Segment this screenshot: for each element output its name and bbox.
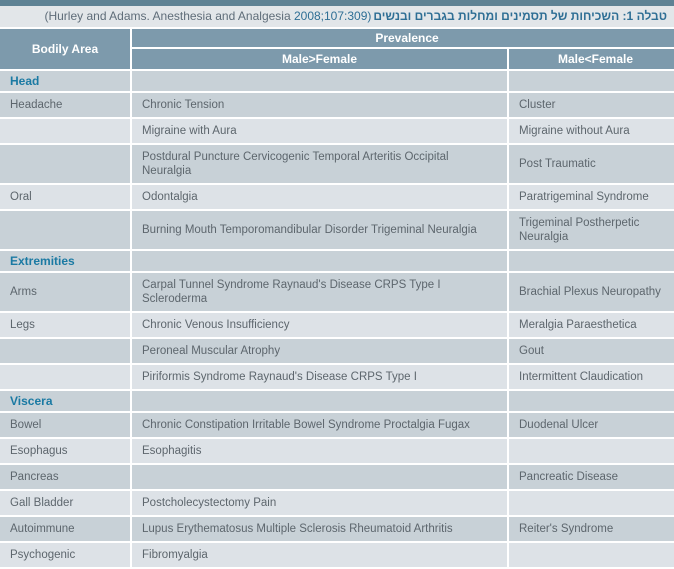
male-gt-cell bbox=[132, 391, 507, 411]
prevalence-table bbox=[0, 27, 674, 569]
bodily-area-cell: Bowel bbox=[0, 413, 130, 437]
bodily-area-cell: Legs bbox=[0, 313, 130, 337]
bodily-area-cell: Pancreas bbox=[0, 465, 130, 489]
male-lt-cell bbox=[509, 251, 674, 271]
male-lt-cell: Pancreatic Disease bbox=[509, 465, 674, 489]
male-gt-cell: Carpal Tunnel Syndrome Raynaud's Disease CRPS Type I Scleroderma bbox=[132, 273, 507, 311]
male-gt-cell: Postcholecystectomy Pain bbox=[132, 491, 507, 515]
column-header-male-lt-female: Male<Female bbox=[509, 49, 674, 69]
table-row bbox=[0, 145, 674, 183]
bodily-area-cell: Gall Bladder bbox=[0, 491, 130, 515]
male-gt-cell: Postdural Puncture Cervicogenic Temporal Arteritis Occipital Neuralgia bbox=[132, 145, 507, 183]
male-lt-cell: Paratrigeminal Syndrome bbox=[509, 185, 674, 209]
bodily-area-cell: Psychogenic bbox=[0, 543, 130, 567]
bodily-area-cell: Esophagus bbox=[0, 439, 130, 463]
male-gt-cell: Peroneal Muscular Atrophy bbox=[132, 339, 507, 363]
citation-reference: 2008;107:309) bbox=[293, 9, 372, 23]
column-header-prevalence: Prevalence bbox=[132, 29, 674, 47]
table-row bbox=[0, 313, 674, 337]
male-lt-cell bbox=[509, 491, 674, 515]
male-lt-cell bbox=[509, 543, 674, 567]
male-gt-cell: Chronic Venous Insufficiency bbox=[132, 313, 507, 337]
male-lt-cell: Post Traumatic bbox=[509, 145, 674, 183]
section-row-extremities bbox=[0, 251, 674, 271]
bodily-area-cell bbox=[0, 119, 130, 143]
male-lt-cell bbox=[509, 391, 674, 411]
table-caption bbox=[0, 6, 674, 27]
bodily-area-cell: Autoimmune bbox=[0, 517, 130, 541]
male-gt-cell bbox=[132, 465, 507, 489]
citation-text: (Hurley and Adams. Anesthesia and Analgesia bbox=[44, 9, 294, 23]
section-label: Head bbox=[0, 71, 130, 91]
table-row bbox=[0, 211, 674, 249]
male-gt-cell bbox=[132, 71, 507, 91]
male-lt-cell bbox=[509, 71, 674, 91]
male-lt-cell: Cluster bbox=[509, 93, 674, 117]
male-gt-cell bbox=[132, 251, 507, 271]
table-row bbox=[0, 543, 674, 567]
table-row bbox=[0, 517, 674, 541]
table-row bbox=[0, 439, 674, 463]
bodily-area-cell bbox=[0, 211, 130, 249]
table-row bbox=[0, 365, 674, 389]
male-gt-cell: Lupus Erythematosus Multiple Sclerosis Rheumatoid Arthritis bbox=[132, 517, 507, 541]
bodily-area-cell: Arms bbox=[0, 273, 130, 311]
male-lt-cell: Duodenal Ulcer bbox=[509, 413, 674, 437]
table-row bbox=[0, 465, 674, 489]
bodily-area-cell bbox=[0, 339, 130, 363]
section-label: Viscera bbox=[0, 391, 130, 411]
section-label: Extremities bbox=[0, 251, 130, 271]
male-lt-cell bbox=[509, 439, 674, 463]
male-gt-cell: Fibromyalgia bbox=[132, 543, 507, 567]
bodily-area-cell: Oral bbox=[0, 185, 130, 209]
column-header-bodily-area: Bodily Area bbox=[0, 29, 130, 69]
bodily-area-cell bbox=[0, 145, 130, 183]
male-lt-cell: Reiter's Syndrome bbox=[509, 517, 674, 541]
male-gt-cell: Chronic Tension bbox=[132, 93, 507, 117]
section-row-viscera bbox=[0, 391, 674, 411]
table-row bbox=[0, 339, 674, 363]
male-gt-cell: Chronic Constipation Irritable Bowel Syndrome Proctalgia Fugax bbox=[132, 413, 507, 437]
male-gt-cell: Piriformis Syndrome Raynaud's Disease CRPS Type I bbox=[132, 365, 507, 389]
male-gt-cell: Burning Mouth Temporomandibular Disorder Trigeminal Neuralgia bbox=[132, 211, 507, 249]
table-row bbox=[0, 413, 674, 437]
male-lt-cell: Intermittent Claudication bbox=[509, 365, 674, 389]
table-row bbox=[0, 491, 674, 515]
male-lt-cell: Migraine without Aura bbox=[509, 119, 674, 143]
bodily-area-cell bbox=[0, 365, 130, 389]
table-row bbox=[0, 93, 674, 117]
male-lt-cell: Brachial Plexus Neuropathy bbox=[509, 273, 674, 311]
male-lt-cell: Gout bbox=[509, 339, 674, 363]
male-gt-cell: Esophagitis bbox=[132, 439, 507, 463]
table-header bbox=[0, 29, 674, 69]
table-row bbox=[0, 185, 674, 209]
section-row-head bbox=[0, 71, 674, 91]
male-gt-cell: Migraine with Aura bbox=[132, 119, 507, 143]
column-header-male-gt-female: Male>Female bbox=[132, 49, 507, 69]
table-row bbox=[0, 119, 674, 143]
male-gt-cell: Odontalgia bbox=[132, 185, 507, 209]
male-lt-cell: Trigeminal Postherpetic Neuralgia bbox=[509, 211, 674, 249]
table-row bbox=[0, 273, 674, 311]
male-lt-cell: Meralgia Paraesthetica bbox=[509, 313, 674, 337]
bodily-area-cell: Headache bbox=[0, 93, 130, 117]
hebrew-title: טבלה 1: השכיחות של תסמינים ומחלות בגברים ובנשים bbox=[373, 9, 667, 23]
